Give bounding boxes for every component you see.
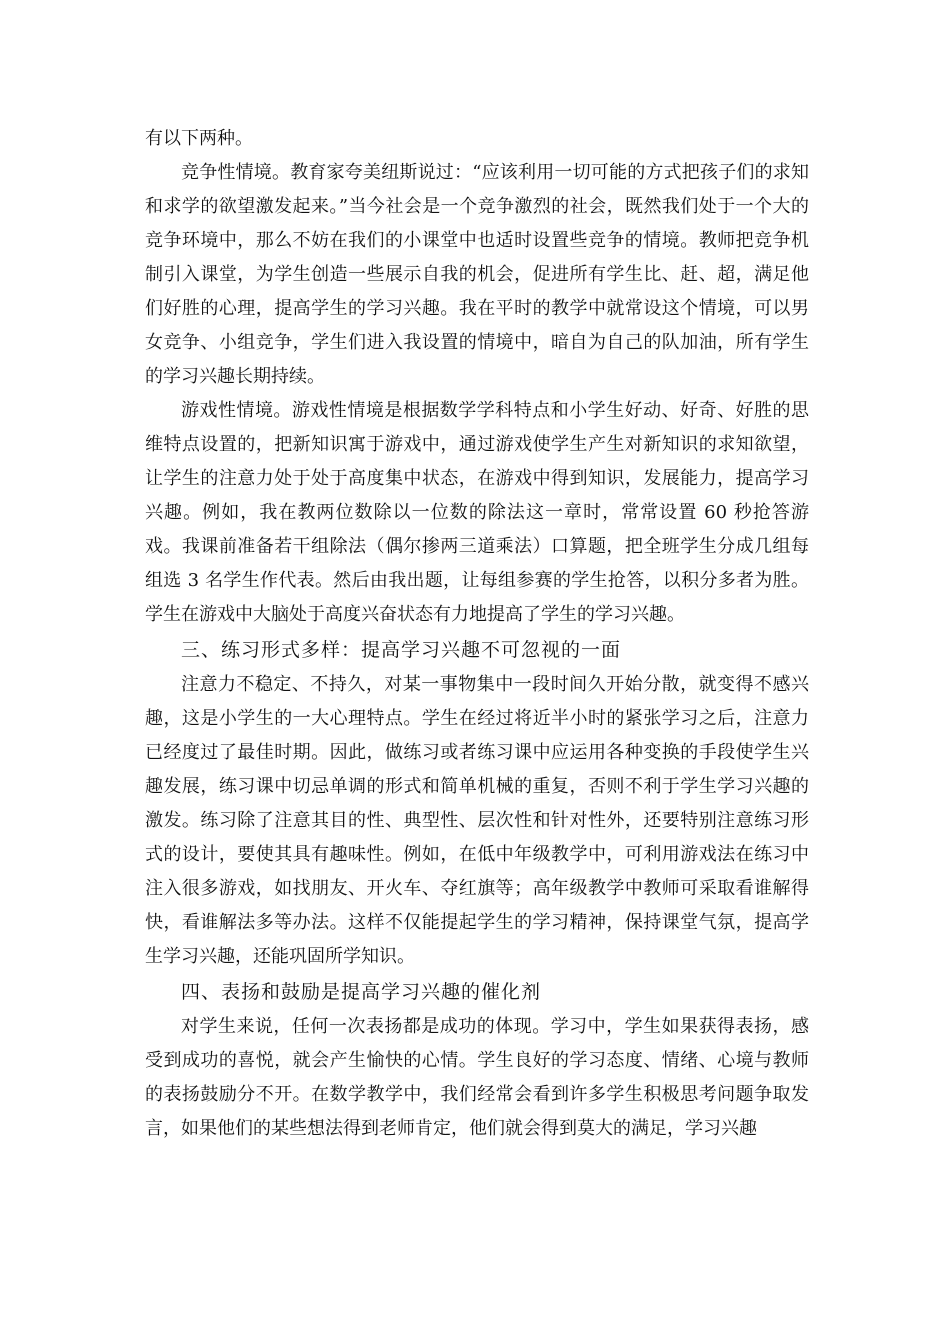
paragraph-game-situation: [145, 394, 809, 632]
paragraph-body-competitive: 教育家夸美纽斯说过：“应该利用一切可能的方式把孩子们的求知和求学的欲望激发起来。”当今社会是一个竞争激烈的社会，既然我们处于一个大的竞争环境中，那么不妨在我们的小课堂中也适时设置些竞争的情境。教师把竞争机制引入课堂，为学生创造一些展示自我的机会，促进所有学生比、赶、超，满足他们好胜的心理，提高学生的学习兴趣。我在平时的教学中就常设这个情境，可以男女竞争、小组竞争，学生们进入我设置的情境中，暗自为自己的队加油，所有学生的学习兴趣长期持续。: [145, 162, 809, 387]
paragraph-body-game: 游戏性情境是根据数学学科特点和小学生好动、好奇、好胜的思维特点设置的，把新知识寓于游戏中，通过游戏使学生产生对新知识的求知欲望，让学生的注意力处于处于高度集中状态，在游戏中得到知识，发展能力，提高学习兴趣。例如，我在教两位数除以一位数的除法这一章时，常常设置 60 秒抢答游戏。我课前准备若干组除法（偶尔掺两三道乘法）口算题，把全班学生分成几组每组选 3 名学生作代表。然后由我出题，让每组参赛的学生抢答，以积分多者为胜。学生在游戏中大脑处于高度兴奋状态有力地提高了学生的学习兴趣。: [145, 400, 810, 625]
paragraph-praise: 对学生来说，任何一次表扬都是成功的体现。学习中，学生如果获得表扬，感受到成功的喜悦，就会产生愉快的心情。学生良好的学习态度、情绪、心境与教师的表扬鼓励分不开。在数学教学中，我们经常会看到许多学生积极思考问题争取发言，如果他们的某些想法得到老师肯定，他们就会得到莫大的满足，学习兴趣: [145, 1016, 809, 1139]
document-page: [145, 122, 809, 1146]
paragraph-continuation: 有以下两种。: [145, 128, 253, 149]
paragraph-competitive-situation: [145, 156, 809, 394]
section-heading-3: 三、练习形式多样：提高学习兴趣不可忽视的一面: [181, 639, 622, 661]
paragraph-practice-forms: 注意力不稳定、不持久，对某一事物集中一段时间久开始分散，就变得不感兴趣，这是小学生的一大心理特点。学生在经过将近半小时的紧张学习之后，注意力已经度过了最佳时期。因此，做练习或者练习课中应运用各种变换的手段使学生兴趣发展，练习课中切忌单调的形式和简单机械的重复，否则不利于学生学习兴趣的激发。练习除了注意其目的性、典型性、层次性和针对性外，还要特别注意练习形式的设计，要使其具有趣味性。例如，在低中年级教学中，可利用游戏法在练习中注入很多游戏，如找朋友、开火车、夺红旗等；高年级教学中教师可采取看谁解得快，看谁解法多等办法。这样不仅能提起学生的学习精神，保持课堂气氛，提高学生学习兴趣，还能巩固所学知识。: [145, 674, 809, 967]
section-heading-4: 四、表扬和鼓励是提高学习兴趣的催化剂: [181, 981, 542, 1003]
paragraph-lead-competitive: 竞争性情境。: [181, 162, 291, 183]
paragraph-lead-game: 游戏性情境。: [181, 400, 292, 421]
